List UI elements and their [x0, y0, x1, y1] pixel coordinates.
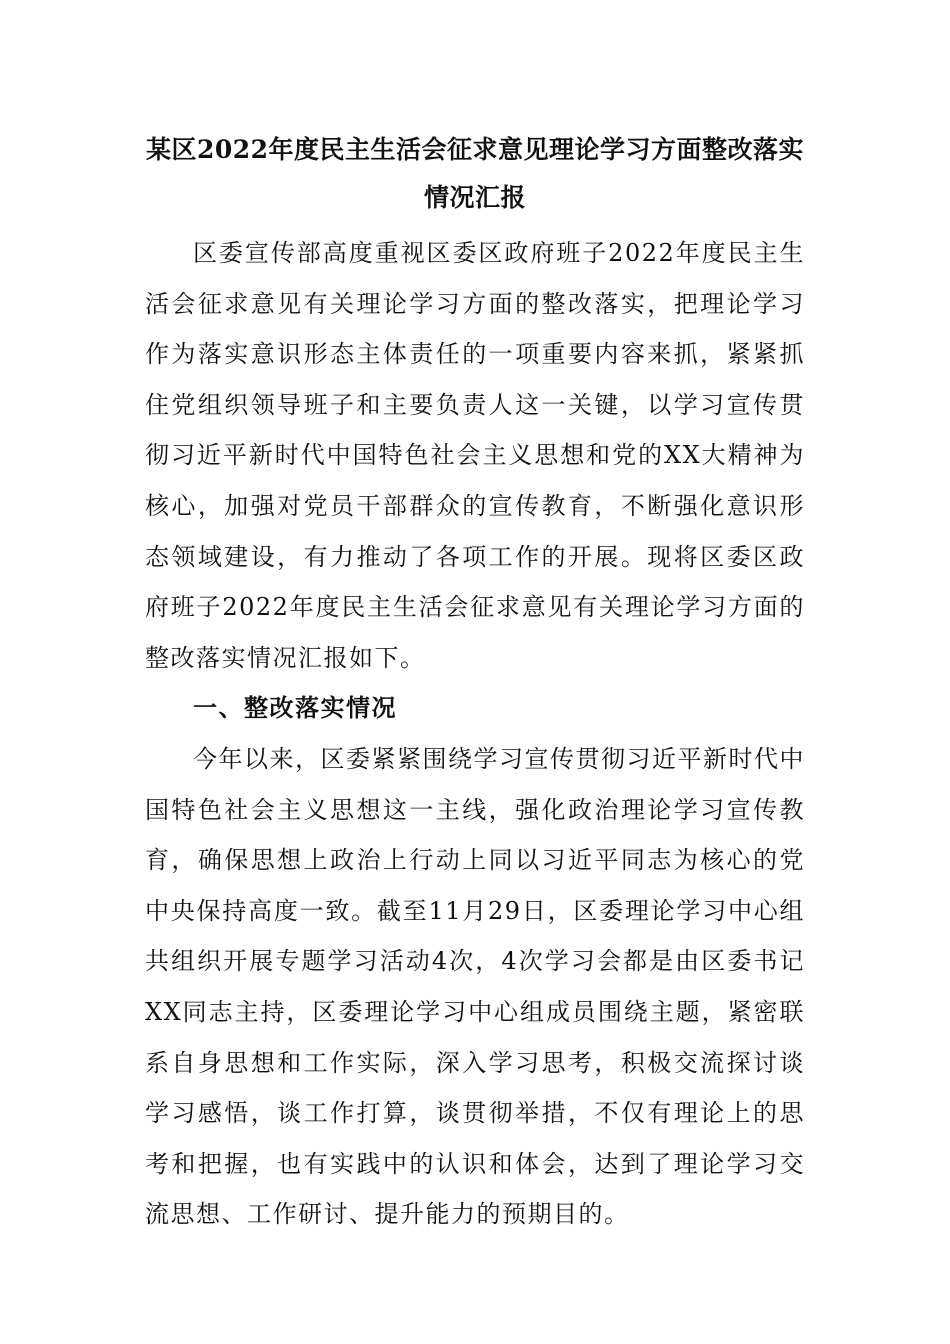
intro-paragraph: 区委宣传部高度重视区委区政府班子2022年度民主生活会征求意见有关理论学习方面的整改落实，把理论学习作为落实意识形态主体责任的一项重要内容来抓，紧紧抓住党组织领导班子和主要负责人这一关键，以学习宣传贯彻习近平新时代中国特色社会主义思想和党的XX大精神为核心，加强对党员干部群众的宣传教育，不断强化意识形态领域建设，有力推动了各项工作的开展。现将区委区政府班子2022年度民主生活会征求意见有关理论学习方面的整改落实情况汇报如下。 — [145, 239, 805, 672]
section-heading: 一、整改落实情况 — [193, 693, 397, 723]
section-paragraph: 今年以来，区委紧紧围绕学习宣传贯彻习近平新时代中国特色社会主义思想这一主线，强化政治理论学习宣传教育，确保思想上政治上行动上同以习近平同志为核心的党中央保持高度一致。截至11月29日，区委理论学习中心组共组织开展专题学习活动4次，4次学习会都是由区委书记XX同志主持，区委理论学习中心组成员围绕主题，紧密联系自身思想和工作实际，深入学习思考，积极交流探讨谈学习感悟，谈工作打算，谈贯彻举措，不仅有理论上的思考和把握，也有实践中的认识和体会，达到了理论学习交流思想、工作研讨、提升能力的预期目的。 — [145, 744, 805, 1229]
document-page — [145, 126, 805, 1240]
title-line-1: 某区2022年度民主生活会征求意见理论学习方面整改落实 — [145, 135, 805, 164]
document-title — [145, 126, 805, 222]
title-line-2: 情况汇报 — [423, 183, 526, 212]
